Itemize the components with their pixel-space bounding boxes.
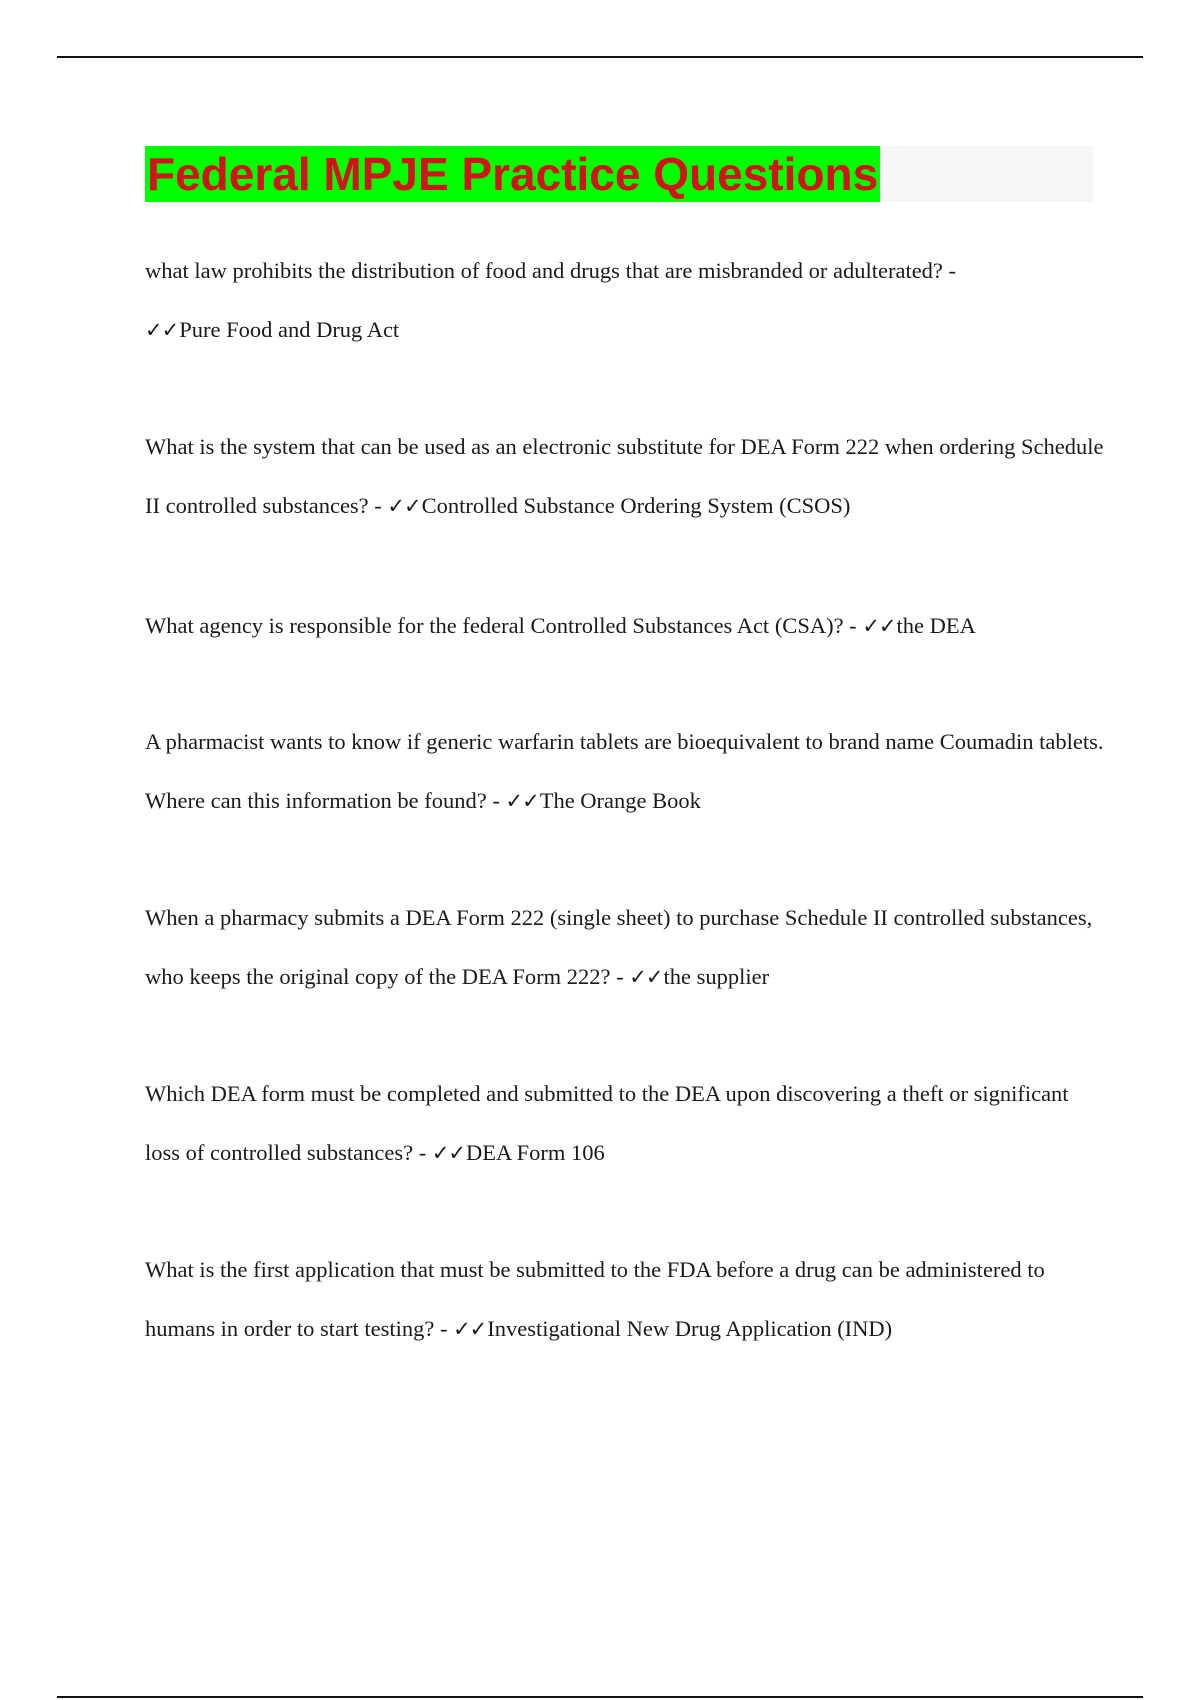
double-check-icon: ✓✓ xyxy=(629,964,663,989)
answer-text: the supplier xyxy=(663,963,770,989)
double-check-icon: ✓✓ xyxy=(453,1316,487,1341)
qa-item-4 xyxy=(145,713,1105,830)
question-text: what law prohibits the distribution of food and drugs that are misbranded or adulterated? - xyxy=(145,258,957,283)
answer-text: The Orange Book xyxy=(539,787,701,813)
question-text: A pharmacist wants to know if generic warfarin tablets are bioequivalent to brand name Coumadin tablets. Where can this information be found? - xyxy=(145,729,1104,813)
question-text: Which DEA form must be completed and submitted to the DEA upon discovering a theft or significant loss of controlled substances? - xyxy=(145,1081,1069,1165)
qa-item-6 xyxy=(145,1065,1105,1182)
answer-text: Investigational New Drug Application (IND) xyxy=(487,1315,893,1341)
footer-rule xyxy=(57,1696,1143,1698)
double-check-icon: ✓✓ xyxy=(145,317,179,342)
qa-item-1 xyxy=(145,242,1105,359)
answer-text: Pure Food and Drug Act xyxy=(179,316,400,342)
answer-text: DEA Form 106 xyxy=(466,1139,605,1165)
question-text: What is the system that can be used as an electronic substitute for DEA Form 222 when ordering Schedule II controlled substances? - xyxy=(145,434,1104,518)
qa-item-5 xyxy=(145,889,1105,1006)
header-rule xyxy=(57,56,1143,58)
double-check-icon: ✓✓ xyxy=(431,1140,466,1165)
answer-text: Controlled Substance Ordering System (CSOS) xyxy=(421,492,851,518)
qa-item-2 xyxy=(145,418,1105,535)
page-title: Federal MPJE Practice Questions xyxy=(147,148,879,200)
qa-item-7 xyxy=(145,1241,1105,1358)
double-check-icon: ✓✓ xyxy=(387,493,421,518)
double-check-icon: ✓✓ xyxy=(862,614,896,638)
answer-text: the DEA xyxy=(896,613,976,638)
double-check-icon: ✓✓ xyxy=(505,788,539,813)
question-text: When a pharmacy submits a DEA Form 222 (single sheet) to purchase Schedule II controlled substances, who keeps the original copy of the DEA Form 222? - xyxy=(145,905,1093,989)
qa-item-3 xyxy=(145,597,1105,656)
question-text: What agency is responsible for the federal Controlled Substances Act (CSA)? - xyxy=(145,613,857,638)
question-text: What is the first application that must be submitted to the FDA before a drug can be administered to humans in order to start testing? - xyxy=(145,1257,1045,1341)
